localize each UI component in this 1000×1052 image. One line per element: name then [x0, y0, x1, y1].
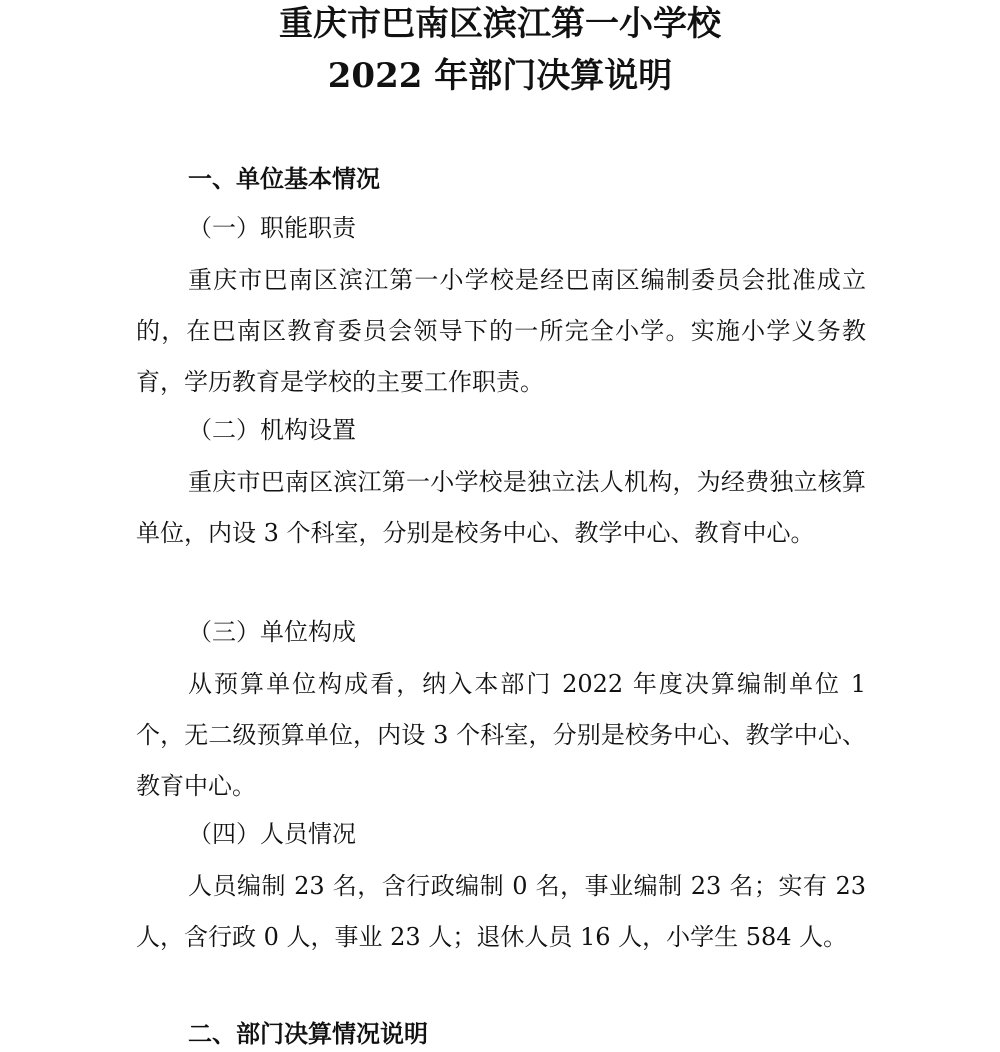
- section1-heading: 一、单位基本情况: [188, 164, 380, 193]
- document-title-line2: 2022 年部门决算说明: [327, 56, 673, 96]
- sub4-paragraph: 人员编制 23 名，含行政编制 0 名，事业编制 23 名；实有 23 人，含行政 0 人，事业 23 人；退休人员 16 人，小学生 584 人。: [136, 872, 866, 951]
- sub2-paragraph: 重庆市巴南区滨江第一小学校是独立法人机构，为经费独立核算单位，内设 3 个科室，分别是校务中心、教学中心、教育中心。: [136, 468, 866, 547]
- sub3-paragraph: 从预算单位构成看，纳入本部门 2022 年度决算编制单位 1 个，无二级预算单位，内设 3 个科室，分别是校务中心、教学中心、教育中心。: [136, 670, 866, 800]
- section2-heading: 二、部门决算情况说明: [188, 1019, 428, 1048]
- sub3-heading: （三）单位构成: [188, 618, 356, 646]
- sub2-heading: （二）机构设置: [188, 416, 356, 444]
- sub4-heading: （四）人员情况: [188, 820, 356, 848]
- document-title-line1: 重庆市巴南区滨江第一小学校: [279, 4, 721, 44]
- sub1-paragraph: 重庆市巴南区滨江第一小学校是经巴南区编制委员会批准成立的，在巴南区教育委员会领导下的一所完全小学。实施小学义务教育，学历教育是学校的主要工作职责。: [136, 266, 866, 396]
- sub1-heading: （一）职能职责: [188, 214, 356, 242]
